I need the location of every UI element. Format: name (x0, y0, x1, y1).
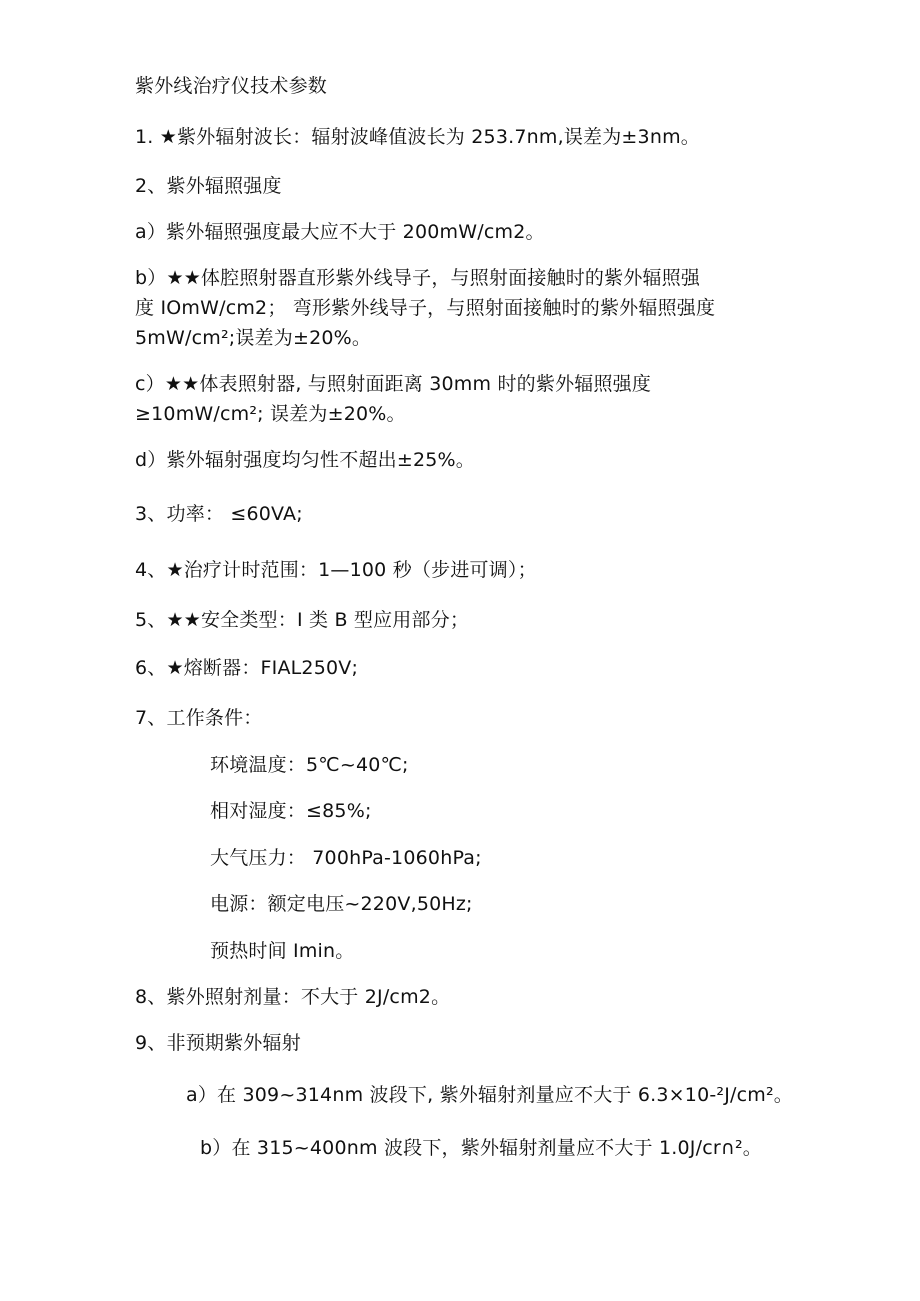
item-7-power-supply: 电源：额定电压~220V,50Hz; (210, 893, 473, 915)
item-7-humidity: 相对湿度：≤85%; (210, 800, 372, 822)
item-9b: b）在 315~400nm 波段下，紫外辐射剂量应不大于 1.0J∕cr∩²。 (200, 1137, 762, 1159)
item-2a: a）紫外辐照强度最大应不大于 200mW∕cm2。 (135, 221, 545, 243)
item-9-heading: 9、非预期紫外辐射 (135, 1032, 301, 1054)
item-2d: d）紫外辐射强度均匀性不超出±25%。 (135, 449, 476, 471)
item-7-pressure: 大气压力： 700hPa-1060hPa; (210, 847, 482, 869)
item-2c-line-2: ≥10mW∕cm²; 误差为±20%。 (135, 403, 406, 425)
item-2c-line-1: c）★★体表照射器, 与照射面距离 30mm 时的紫外辐照强度 (135, 373, 652, 395)
item-7-ambient-temp: 环境温度：5℃~40℃; (210, 754, 409, 776)
item-5-safety-type: 5、★★安全类型：I 类 B 型应用部分； (135, 609, 470, 631)
item-4-timer-range: 4、★治疗计时范围：1—100 秒（步进可调）； (135, 559, 537, 581)
item-2b-line-1: b）★★体腔照射器直形紫外线导子，与照射面接触时的紫外辐照强 (135, 267, 701, 289)
item-2b-line-2: 度 IOmW/cm2； 弯形紫外线导子，与照射面接触时的紫外辐照强度 (135, 297, 716, 319)
item-3-power: 3、功率： ≤60VA; (135, 503, 303, 525)
document-title: 紫外线治疗仪技术参数 (135, 75, 328, 97)
item-6-fuse: 6、★熔断器：FIAL250V; (135, 657, 359, 679)
item-1-wavelength: 1. ★紫外辐射波长：辐射波峰值波长为 253.7nm,误差为±3nm。 (135, 126, 700, 148)
item-9a: a）在 309~314nm 波段下, 紫外辐射剂量应不大于 6.3×10-²J∕cm²。 (186, 1084, 794, 1106)
item-7-preheat: 预热时间 Imin。 (210, 940, 355, 962)
item-7-heading: 7、工作条件： (135, 707, 263, 729)
item-2b-line-3: 5mW∕cm²;误差为±20%。 (135, 327, 372, 349)
item-2-heading: 2、紫外辐照强度 (135, 175, 282, 197)
item-8-dose: 8、紫外照射剂量：不大于 2J∕cm2。 (135, 986, 451, 1008)
